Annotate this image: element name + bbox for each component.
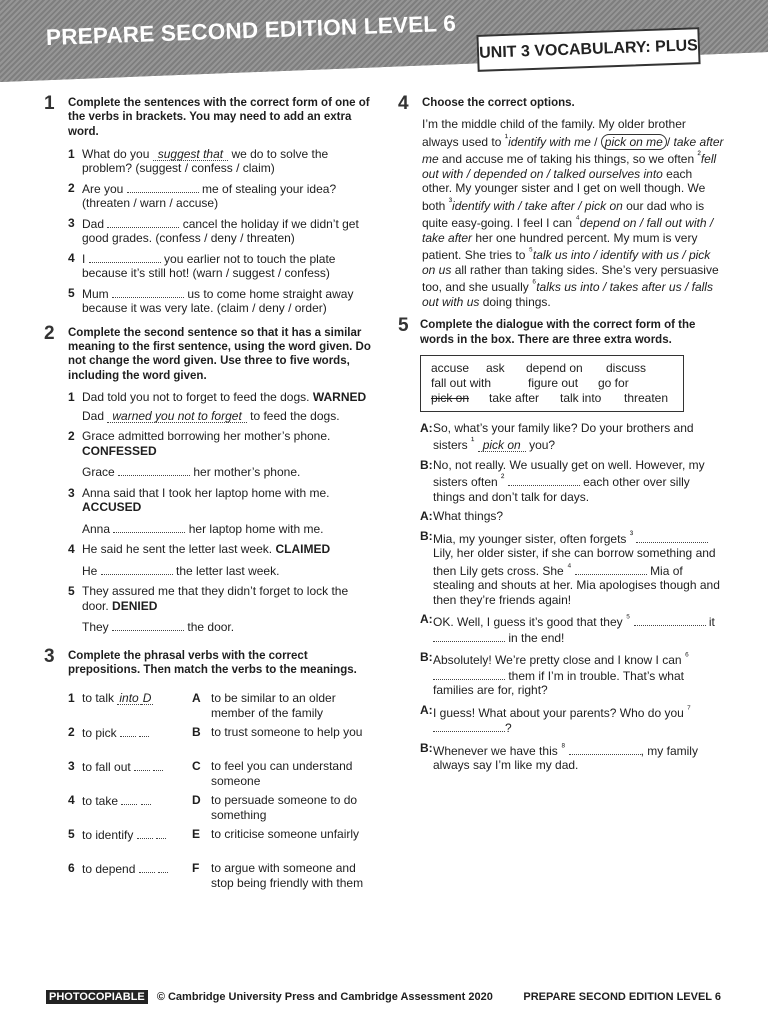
match-row: 1 to talk into D A to be similar to an older member of the family (68, 691, 336, 720)
option-group[interactable]: talks us into / takes after us / falls out with us (422, 280, 713, 309)
answer-blank[interactable] (137, 827, 153, 839)
dialogue-line: A: OK. Well, I guess it’s good that they $^{^5}$ it in the end! (420, 612, 715, 645)
match-blank[interactable] (156, 827, 166, 839)
option-group[interactable]: depend on / fall out with / take after (422, 216, 714, 245)
answer-blank[interactable] (569, 743, 641, 755)
answer-blank[interactable] (120, 725, 136, 737)
list-item: 5 Mum us to come home straight away because it was very late. (claim / deny / order) (68, 285, 354, 316)
answer-blank[interactable] (634, 614, 706, 626)
answer-blank[interactable] (112, 619, 184, 631)
footer (46, 990, 726, 1004)
answer-blank[interactable] (107, 216, 179, 228)
exercise-number: 5 (398, 315, 409, 337)
word-box: accuse ask depend on discuss fall out with figure out go for pick on take after talk into threaten (420, 355, 684, 412)
example-answer: warned you not to forget (107, 410, 246, 423)
answer-blank[interactable] (433, 720, 505, 732)
match-blank[interactable] (158, 861, 168, 873)
dialogue-line: B: Whenever we have this $^{^8}$ , my family always say I’m like my dad. (420, 740, 698, 773)
answer-blank[interactable] (112, 286, 184, 298)
exercise-1 (40, 93, 375, 316)
key-word: CLAIMED (275, 542, 331, 557)
answer-blank[interactable] (101, 563, 173, 575)
answer-blank[interactable] (636, 531, 708, 543)
exercise-5 (394, 315, 724, 773)
right-column (394, 93, 724, 773)
exercise-number: 4 (398, 93, 409, 114)
key-word: ACCUSED (82, 500, 142, 515)
match-blank[interactable] (153, 759, 163, 771)
list-item: 4 He said he sent the letter last week. CLAIMED He the letter last week. (68, 542, 331, 578)
list-item: 4 I you earlier not to touch the plate because it’s still hot! (warn / suggest / confess) (68, 250, 336, 281)
list-item: 3 Anna said that I took her laptop home with me. ACCUSED Anna her laptop home with me. (68, 485, 330, 536)
key-word: DENIED (112, 598, 158, 613)
key-word: WARNED (312, 390, 367, 405)
exercise-number: 2 (44, 322, 55, 344)
example-answer: into (119, 691, 139, 706)
match-blank[interactable] (139, 725, 149, 737)
exercise-2 (40, 322, 375, 635)
list-item: 2 Are you me of stealing your idea? (threaten / warn / accuse) (68, 180, 337, 211)
answer-blank[interactable] (134, 759, 150, 771)
exercise-3 (40, 645, 375, 910)
example-match: D (142, 691, 152, 706)
match-row: 3 to fall out C to feel you can understand someone (68, 759, 353, 788)
exercise-instructions: Complete the dialogue with the correct form of the words in the box. There are three extra words. (420, 319, 696, 346)
exercise-number: 3 (44, 645, 55, 667)
answer-blank[interactable] (433, 668, 505, 680)
exercise-number: 1 (44, 93, 55, 114)
left-column (40, 93, 375, 909)
match-blank[interactable] (141, 793, 151, 805)
match-row: 6 to depend F to argue with someone and stop being friendly with them (68, 861, 364, 890)
list-item: 5 They assured me that they didn’t forget to lock the door. DENIED They the door. (68, 584, 349, 635)
match-row: 5 to identify E to criticise someone unfairly (68, 827, 360, 843)
answer-blank[interactable] (575, 563, 647, 575)
dialogue-line: A: I guess! What about your parents? Who do you $^{^7}$ ? (420, 702, 691, 736)
answer-blank[interactable] (121, 793, 137, 805)
unit-title-box: UNIT 3 VOCABULARY: PLUS (476, 27, 700, 72)
answer-blank[interactable] (127, 181, 199, 193)
exercise-instructions: Complete the second sentence so that it has a similar meaning to the first sentence, using the word given. Do not change the word given. Use three to five words, including the word given. (68, 326, 371, 382)
option-group[interactable]: fell out with / depended on / talked ourselves into (422, 152, 717, 181)
dialogue-line: B: Mia, my younger sister, often forgets $^{^3}$ Lily, her older sister, if she can borrow something and then Lily gets cross. She $^{^4}$ Mia of stealing and shouts at her. Mia apologises though and then they’re friends again! (420, 528, 720, 607)
answer-blank[interactable] (118, 464, 190, 476)
exercise-instructions: Choose the correct options. (422, 97, 575, 109)
list-item: 2 Grace admitted borrowing her mother’s phone. CONFESSED Grace her mother’s phone. (68, 429, 331, 480)
dialogue-line: A: What things? (420, 509, 504, 524)
list-item: 1 What do you suggest that we do to solve the problem? (suggest / confess / claim) (68, 146, 329, 176)
answer-blank[interactable] (508, 474, 580, 486)
photocopiable-label: PHOTOCOPIABLE (46, 990, 148, 1004)
exercise-instructions: Complete the phrasal verbs with the correct prepositions. Then match the verbs to the meanings. (68, 649, 357, 676)
example-answer: suggest that (153, 148, 228, 161)
dialogue-line: A: So, what’s your family like? Do your brothers and sisters $^{^1}$ pick on you? (420, 420, 694, 453)
example-answer: pick on (478, 439, 526, 452)
list-item: 1 Dad told you not to forget to feed the dogs. WARNED Dad warned you not to forget to feed the dogs. (68, 390, 367, 423)
dialogue-line: B: Absolutely! We’re pretty close and I know I can $^{^6}$ them if I’m in trouble. That’s what families are for, right? (420, 650, 690, 698)
answer-blank[interactable] (89, 251, 161, 263)
reading-passage: I’m the middle child of the family. My older brother always used to $^{^1}$identify with me / pick on me / take after me and accuse me of taking his things, so we often $^{^2}$fell out with / depended on / talked ourselves into each other. My younger sister and I get on well though. We both $^{^3}$identify with / take after / pick on our dad who is quite easy-going. I feel I can $^{^4}$depend on / fall out with / take after her one hundred percent. My mum is very patient. She tries to $^{^5}$talk us into / identify with us / pick on us all rather than taking sides. She’s very persuasive too, and she usually $^{^6}$talks us into / takes after us / falls out with us doing things. (422, 117, 724, 309)
copyright-text: © Cambridge University Press and Cambridge Assessment 2020 (156, 991, 493, 1003)
answer-blank-continued[interactable] (433, 630, 505, 642)
footer-book-title: PREPARE SECOND EDITION LEVEL 6 (523, 991, 721, 1003)
list-item: 3 Dad cancel the holiday if we didn’t get good grades. (confess / deny / threaten) (68, 215, 359, 246)
key-word: CONFESSED (82, 443, 157, 458)
option-group[interactable]: talk us into / identify with us / pick on us (422, 248, 711, 277)
circled-example-answer: pick on me (601, 134, 667, 150)
dialogue-line: B: No, not really. We usually get on well. However, my sisters often $^{^2}$ each other over silly things and don’t talk for days. (420, 457, 705, 504)
answer-blank[interactable] (139, 861, 155, 873)
match-row: 2 to pick B to trust someone to help you (68, 725, 363, 741)
page-title: PREPARE SECOND EDITION LEVEL 6 (45, 10, 457, 50)
option-group[interactable]: identify with / take after / pick on (452, 198, 623, 213)
exercise-4 (394, 93, 724, 309)
answer-blank[interactable] (113, 521, 185, 533)
match-row: 4 to take D to persuade someone to do something (68, 793, 358, 822)
exercise-instructions: Complete the sentences with the correct form of one of the verbs in brackets. You may need to add an extra word. (68, 97, 370, 138)
crossed-out-word: pick on (431, 390, 470, 405)
